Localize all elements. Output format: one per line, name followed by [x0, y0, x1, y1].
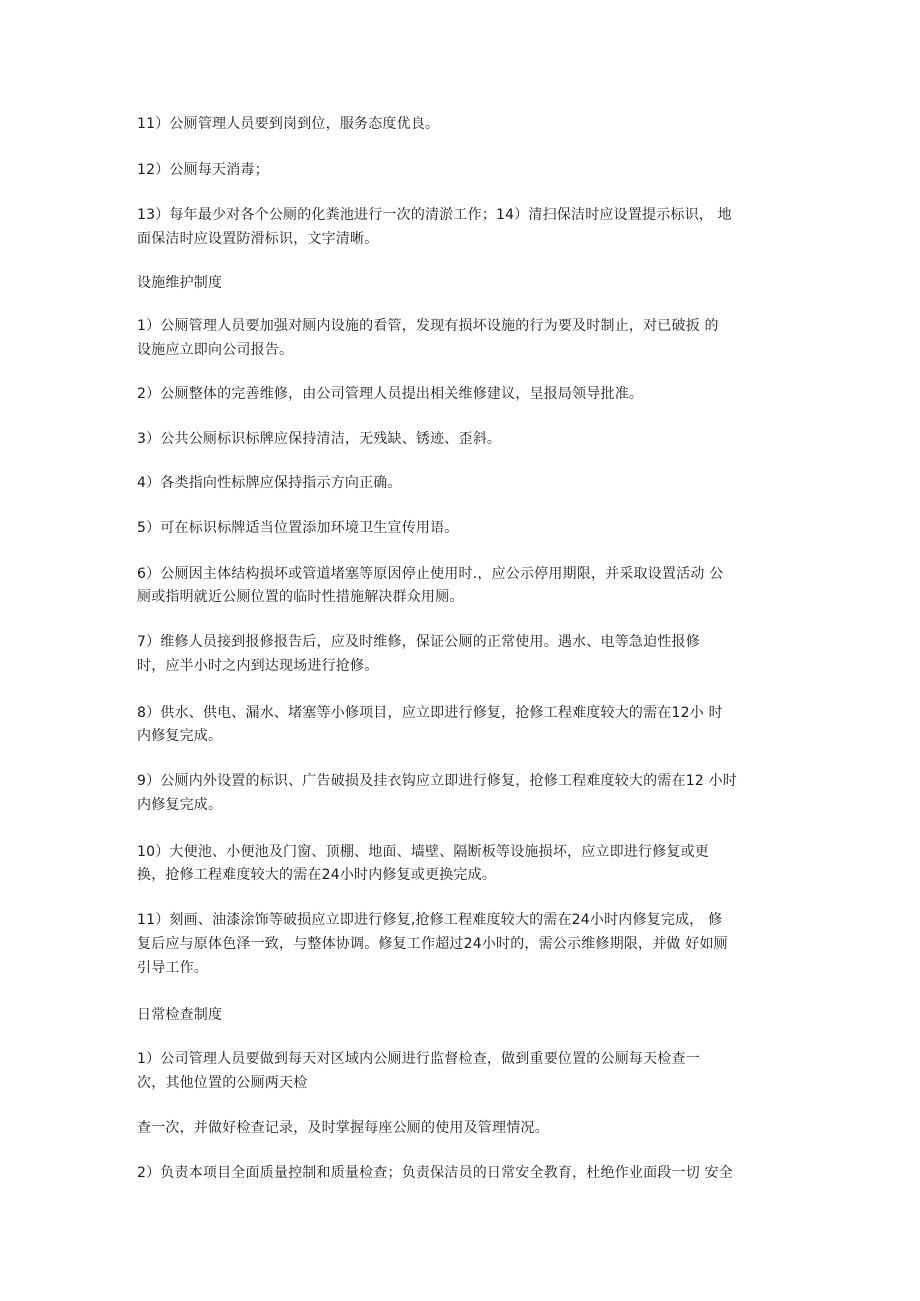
section-heading: 设施维护制度	[137, 275, 223, 291]
paragraph-line: 4）各类指向性标牌应保持指示方向正确。	[137, 475, 402, 491]
paragraph-line: 时，应半小时之内到达现场进行抢修。	[137, 658, 379, 674]
paragraph-line: 查一次，并做好检查记录，及时掌握每座公厕的使用及管理情况。	[137, 1120, 549, 1136]
paragraph-line: 厕或指明就近公厕位置的临时性措施解决群众用厕。	[137, 589, 464, 605]
paragraph-line: 8）供水、供电、漏水、堵塞等小修项目，应立即进行修复，抢修工程难度较大的需在12小 时	[137, 705, 723, 721]
paragraph-line: 次，其他位置的公厕两天检	[137, 1075, 308, 1091]
section-heading: 日常检查制度	[137, 1007, 223, 1023]
paragraph-line: 2）负责本项目全面质量控制和质量检查；负责保洁员的日常安全教育，杜绝作业面段一切 安全	[137, 1165, 733, 1181]
paragraph-line: 13）每年最少对各个公厕的化粪池进行一次的清淤工作；14）清扫保洁时应设置提示标识， 地	[137, 207, 732, 223]
paragraph-line: 5）可在标识标牌适当位置添加环境卫生宣传用语。	[137, 520, 459, 536]
paragraph-line: 1）公司管理人员要做到每天对区域内公厕进行监督检查，做到重要位置的公厕每天检查一	[137, 1051, 700, 1067]
paragraph-line: 面保洁时应设置防滑标识，文字清晰。	[137, 231, 379, 247]
paragraph-line: 2）公厕整体的完善维修，由公司管理人员提出相关维修建议，呈报局领导批准。	[137, 386, 644, 402]
paragraph-line: 引导工作。	[137, 960, 208, 976]
paragraph-line: 内修复完成。	[137, 728, 223, 744]
paragraph-line: 11）公厕管理人员要到岗到位，服务态度优良。	[137, 116, 440, 132]
paragraph-line: 3）公共公厕标识标牌应保持清洁，无残缺、锈迹、歪斜。	[137, 431, 502, 447]
paragraph-line: 复后应与原体色泽一致，与整体协调。修复工作超过24小时的，需公示维修期限，并做 好如厕	[137, 936, 728, 952]
paragraph-line: 设施应立即向公司报告。	[137, 342, 294, 358]
paragraph-line: 11）刻画、油漆涂饰等破损应立即进行修复,抢修工程难度较大的需在24小时内修复完成， 修	[137, 912, 723, 928]
paragraph-line: 内修复完成。	[137, 797, 223, 813]
paragraph-line: 1）公厕管理人员要加强对厕内设施的看管，发现有损坏设施的行为要及时制止，对已破扳 的	[137, 318, 719, 334]
paragraph-line: 9）公厕内外设置的标识、广告破损及挂衣钩应立即进行修复，抢修工程难度较大的需在12 小时	[137, 773, 737, 789]
paragraph-line: 12）公厕每天消毒；	[137, 162, 269, 178]
paragraph-line: 10）大便池、小便池及门窗、顶棚、地面、墙壁、隔断板等设施损坏，应立即进行修复或更	[137, 844, 710, 860]
paragraph-line: 换，抢修工程难度较大的需在24小时内修复或更换完成。	[137, 867, 497, 883]
paragraph-line: 7）维修人员接到报修报告后，应及时维修，保证公厕的正常使用。遇水、电等急迫性报修	[137, 634, 700, 650]
paragraph-line: 6）公厕因主体结构损坏或管道堵塞等原因停止使用时.，应公示停用期限，并采取设置活动 公	[137, 566, 724, 582]
